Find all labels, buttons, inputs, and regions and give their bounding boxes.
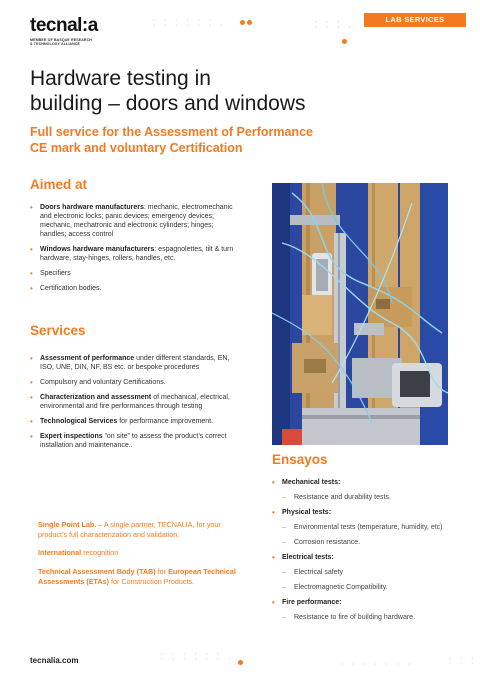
test-item: – Electrical safety (272, 568, 462, 577)
lab-services-badge: LAB SERVICES (364, 13, 466, 27)
ensayos-heading: Ensayos (272, 452, 328, 467)
tecnalia-logo (30, 16, 98, 47)
list-item: • Expert inspections “on site” to assess the product’s correct installation and maintenance.. (30, 432, 240, 450)
footer-url[interactable]: tecnalia.com (30, 656, 79, 665)
list-item: • Specifiers (30, 269, 240, 278)
test-item: – Environmental tests (temperature, humidity, etc) (272, 523, 462, 532)
decor-dots: · · · · · · · (340, 661, 413, 668)
decor-dots: · · · · · · · · · · · · · (160, 651, 233, 663)
list-item: • Technological Services for performance improvement. (30, 417, 240, 426)
test-item: – Electromagnetic Compatibility. (272, 583, 462, 592)
list-item: • Assessment of performance under different standards, EN, ISO, UNE, DIN, NF, BS etc. or bespoke procedures (30, 354, 240, 372)
page-title (30, 66, 306, 116)
test-item: – Corrosion resistance. (272, 538, 462, 547)
test-item: – Resistance and durability tests. (272, 493, 462, 502)
page-subtitle (30, 124, 360, 156)
list-item: • Characterization and assessment of mechanical, electrical, environmental and fire performances through testing (30, 393, 240, 411)
test-group-label: • Fire performance: (272, 598, 462, 607)
title-line-2: building – doors and windows (30, 92, 306, 115)
decor-dot (240, 20, 245, 25)
services-list (30, 354, 240, 456)
test-group-label: • Mechanical tests: (272, 478, 462, 487)
services-heading: Services (30, 323, 86, 338)
international-recognition-text: International recognition (38, 548, 119, 557)
test-group-label: • Physical tests: (272, 508, 462, 517)
aimed-at-list (30, 203, 240, 299)
test-group-label: • Electrical tests: (272, 553, 462, 562)
hardware-test-rig-photo (272, 183, 448, 445)
aimed-at-heading: Aimed at (30, 177, 88, 192)
list-item: • Doors hardware manufacturers: mechanic, electromechanic and electronic locks; panic devices; emergency devices; mechanic, mechatronic and electronic cylinders; hinges; handles; access control (30, 203, 240, 239)
subtitle-line-1: Full service for the Assessment of Performance (30, 125, 313, 139)
decor-dot (342, 39, 347, 44)
list-item: • Windows hardware manufacturers: espagnolettes, tilt & turn hardware, stay-hinges, rollers, handles, etc. (30, 245, 240, 263)
logo-tagline-2: & TECHNOLOGY ALLIANCE (30, 42, 81, 47)
test-item: – Resistance to fire of building hardware. (272, 613, 462, 622)
tab-eta-text: Technical Assessment Body (TAB) for European Technical Assessments (ETAs) for Construction Products. (38, 567, 236, 586)
logo-tagline-1: MEMBER OF BASQUE RESEARCH (30, 38, 93, 42)
list-item: • Compulsory and voluntary Certifications. (30, 378, 240, 387)
subtitle-line-2: CE mark and voluntary Certification (30, 141, 243, 155)
test-rig-illustration (272, 183, 448, 445)
decor-dots: · · · · · · · (314, 19, 354, 31)
single-point-lab-text: Single Point Lab. – A single partner, TECNALIA, for your product’s full characterization and validation. (38, 520, 221, 539)
ensayos-list (272, 478, 462, 628)
decor-dot (247, 20, 252, 25)
decor-dot (238, 660, 243, 665)
decor-dots: · · · · · · (448, 655, 477, 667)
logo-wordmark: tecnal:a (30, 15, 98, 36)
list-item: • Certification bodies. (30, 284, 240, 293)
title-line-1: Hardware testing in (30, 67, 211, 90)
decor-dots: · · · · · · · · · · · · · (152, 17, 225, 29)
